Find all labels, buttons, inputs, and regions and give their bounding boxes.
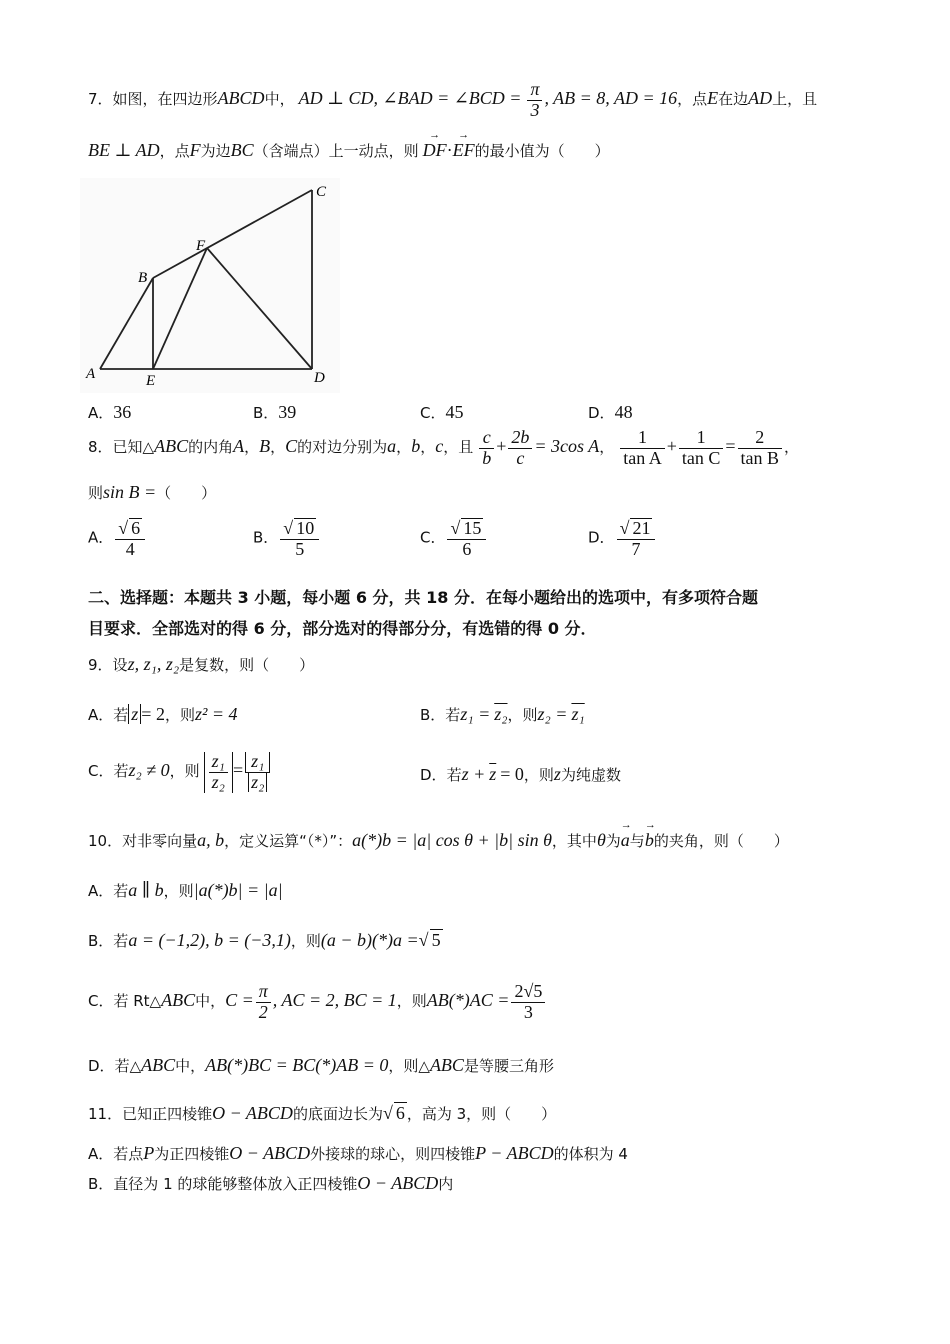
q11-option-b: B．直径为 1 的球能够整体放入正四棱锥O − ABCD内: [88, 1173, 454, 1193]
q7-line1: 7．如图，在四边形ABCD中， AD ⊥ CD, ∠BAD = ∠BCD = $\frac{\pi}{3}$ , AB = 8, AD = 16，点E在边AD上，且: [88, 79, 818, 120]
q8-line1: 8．已知△ABC的内角A，B，C的对边分别为a，b，c，且 $\frac{c}{b}$ + $\frac{2b}{c}$ = 3cos A， $\frac{1}{\text{tan A}}$ + $\frac{1}{\text{tan C}}$ = $\frac{2}{\text{tan B}}$ ，: [88, 427, 800, 468]
one-over-tanc: $\frac{1}{\text{tan C}}$: [679, 428, 724, 469]
q9-option-b: B．若z₁ = z₂，则z₂ = z₁: [420, 704, 585, 724]
q11-option-a: A．若点P为正四棱锥O − ABCD外接球的球心，则四棱锥P − ABCD的体积为 4: [88, 1143, 628, 1163]
q7-option-b: B．39: [253, 402, 297, 422]
q8-option-c: C． $\frac{√ 15}{6}$: [420, 518, 488, 560]
label-f: F: [196, 238, 206, 254]
q8-option-b: B． $\frac{√ 10}{5}$: [253, 518, 321, 560]
q7-figure: [80, 178, 340, 393]
q11-stem: 11．已知正四棱锥O − ABCD的底面边长为√ 6 ，高为 3，则（ ）: [88, 1103, 557, 1123]
c-over-b: $\frac{c}{b}$: [479, 428, 494, 469]
q8-option-d: D． $\frac{√ 21}{7}$: [588, 518, 657, 560]
pi-over-3-fraction: $\frac{\pi}{3}$: [527, 80, 542, 121]
2b-over-c: $\frac{2b}{c}$: [508, 428, 532, 469]
label-d: D: [314, 370, 325, 386]
q8-option-a: A． $\frac{√ 6}{4}$: [88, 518, 147, 560]
q7-line2: BE ⊥ AD，点F为边BC（含端点）上一动点，则 → DF·→ EF的最小值为（ ）: [88, 140, 610, 161]
section2-line2: 目要求．全部选对的得 6 分，部分选对的得部分分，有选错的得 0 分．: [88, 619, 597, 638]
label-b: B: [138, 270, 148, 286]
q9-option-a: A．若 z = 2，则z² = 4: [88, 704, 238, 724]
two-over-tanb: $\frac{2}{\text{tan B}}$: [738, 428, 783, 469]
q10-option-a: A．若a ∥ b，则|a(*)b| = |a|: [88, 880, 283, 900]
q8-line2: 则sin B =（ ）: [88, 482, 217, 502]
label-e: E: [146, 373, 156, 389]
section2-line1: 二、选择题：本题共 3 小题，每小题 6 分，共 18 分．在每小题给出的选项中，有多项符合题: [88, 588, 758, 607]
q7-option-d: D．48: [588, 402, 633, 422]
label-a: A: [86, 366, 96, 382]
vector-df: → DF: [423, 140, 447, 161]
vector-ef: → EF: [453, 140, 475, 161]
one-over-tana: $\frac{1}{\text{tan A}}$: [620, 428, 665, 469]
q10-option-c: C．若 Rt△ABC中，C = $\frac{\pi}{2}$ , AC = 2, BC = 1，则AB(*)AC = $\frac{2√5}{3}$: [88, 982, 547, 1023]
q8-number: 8．: [88, 437, 113, 456]
q7-number: 7．: [88, 89, 113, 108]
q9-stem: 9．设z, z₁, z₂是复数，则（ ）: [88, 654, 315, 674]
q10-stem: 10．对非零向量a, b，定义运算“（*）”：a(*)b = |a| cos θ + |b| sin θ，其中θ为→ a与→ b的夹角，则（ ）: [88, 830, 789, 851]
label-c: C: [316, 184, 327, 200]
q10-option-b: B．若a = (−1,2), b = (−3,1)，则(a − b)(*)a =√ 5: [88, 930, 441, 950]
q9-option-d: D．若$z + \overline{z} = 0$，则z为纯虚数: [420, 764, 621, 784]
figure-background: [80, 178, 340, 393]
q9-option-c: C．若z₂ ≠ 0，则 $\frac{\text{z₁}}{\text{z₂}}$ = $\frac{\text{z₁}}{\text{z₂}}$: [88, 752, 272, 793]
q9-number: 9．: [88, 656, 113, 674]
q10-number: 10．: [88, 832, 123, 850]
q10-option-d: D．若△ABC中，AB(*)BC = BC(*)AB = 0，则△ABC是等腰三角形: [88, 1055, 554, 1075]
q11-number: 11．: [88, 1105, 123, 1123]
q7-option-c: C．45: [420, 402, 464, 422]
q7-option-a: A．36: [88, 402, 132, 422]
